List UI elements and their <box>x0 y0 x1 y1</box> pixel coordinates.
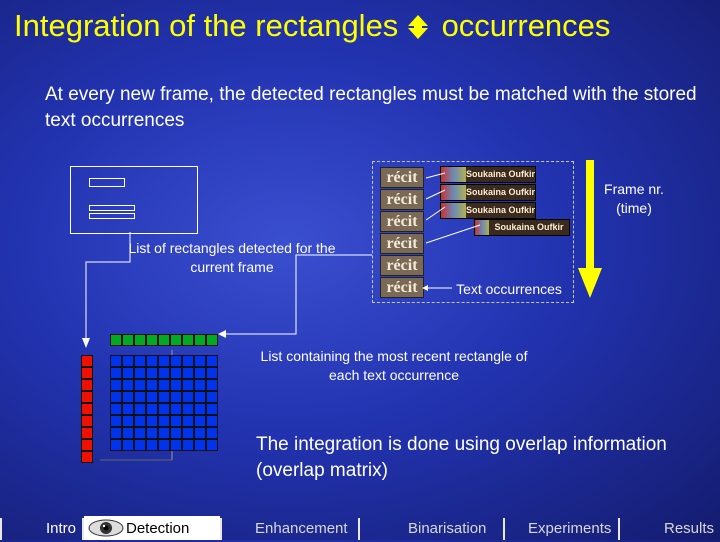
nav-results[interactable]: Results <box>664 520 715 537</box>
recit-thumbnail: récit <box>380 167 424 188</box>
title-prefix: Integration of the rectangles <box>14 8 399 43</box>
nav-enhancement[interactable]: Enhancement <box>255 520 348 537</box>
nav-divider <box>0 518 2 540</box>
frame-number-label: Frame nr. (time) <box>604 181 664 216</box>
recit-thumbnail: récit <box>380 255 424 276</box>
conclusion-text: The integration is done using overlap information (overlap matrix) <box>256 434 667 481</box>
text-occurrences-label: Text occurrences <box>456 281 562 297</box>
name-thumbnail: Soukaina Oufkir <box>440 184 536 201</box>
recit-thumbnail: récit <box>380 189 424 210</box>
name-thumbnail: Soukaina Oufkir <box>440 166 536 183</box>
recit-thumbnail: récit <box>380 277 424 298</box>
nav-divider <box>358 518 360 540</box>
nav-detection-active[interactable] <box>84 516 220 540</box>
eye-icon <box>88 519 124 537</box>
navigation-bar <box>0 516 720 540</box>
rect-list-label: List of rectangles detected for the current frame <box>128 240 336 275</box>
nav-divider <box>503 518 505 540</box>
recit-thumbnail: récit <box>380 211 424 232</box>
nav-intro[interactable]: Intro <box>46 520 77 537</box>
nav-experiments[interactable]: Experiments <box>528 520 612 537</box>
name-thumbnail: Soukaina Oufkir <box>440 202 536 219</box>
name-thumbnail: Soukaina Oufkir <box>474 219 570 236</box>
nav-divider <box>220 518 222 540</box>
nav-detection-label: Detection <box>126 520 190 537</box>
recit-thumbnail: récit <box>380 233 424 254</box>
recent-list-label: List containing the most recent rectangle of each text occurrence <box>260 348 528 383</box>
nav-divider <box>618 518 620 540</box>
nav-binarisation[interactable]: Binarisation <box>408 520 487 537</box>
title-suffix: occurrences <box>441 8 611 43</box>
intro-text: At every new frame, the detected rectangles must be matched with the stored text occurrences <box>45 84 697 131</box>
